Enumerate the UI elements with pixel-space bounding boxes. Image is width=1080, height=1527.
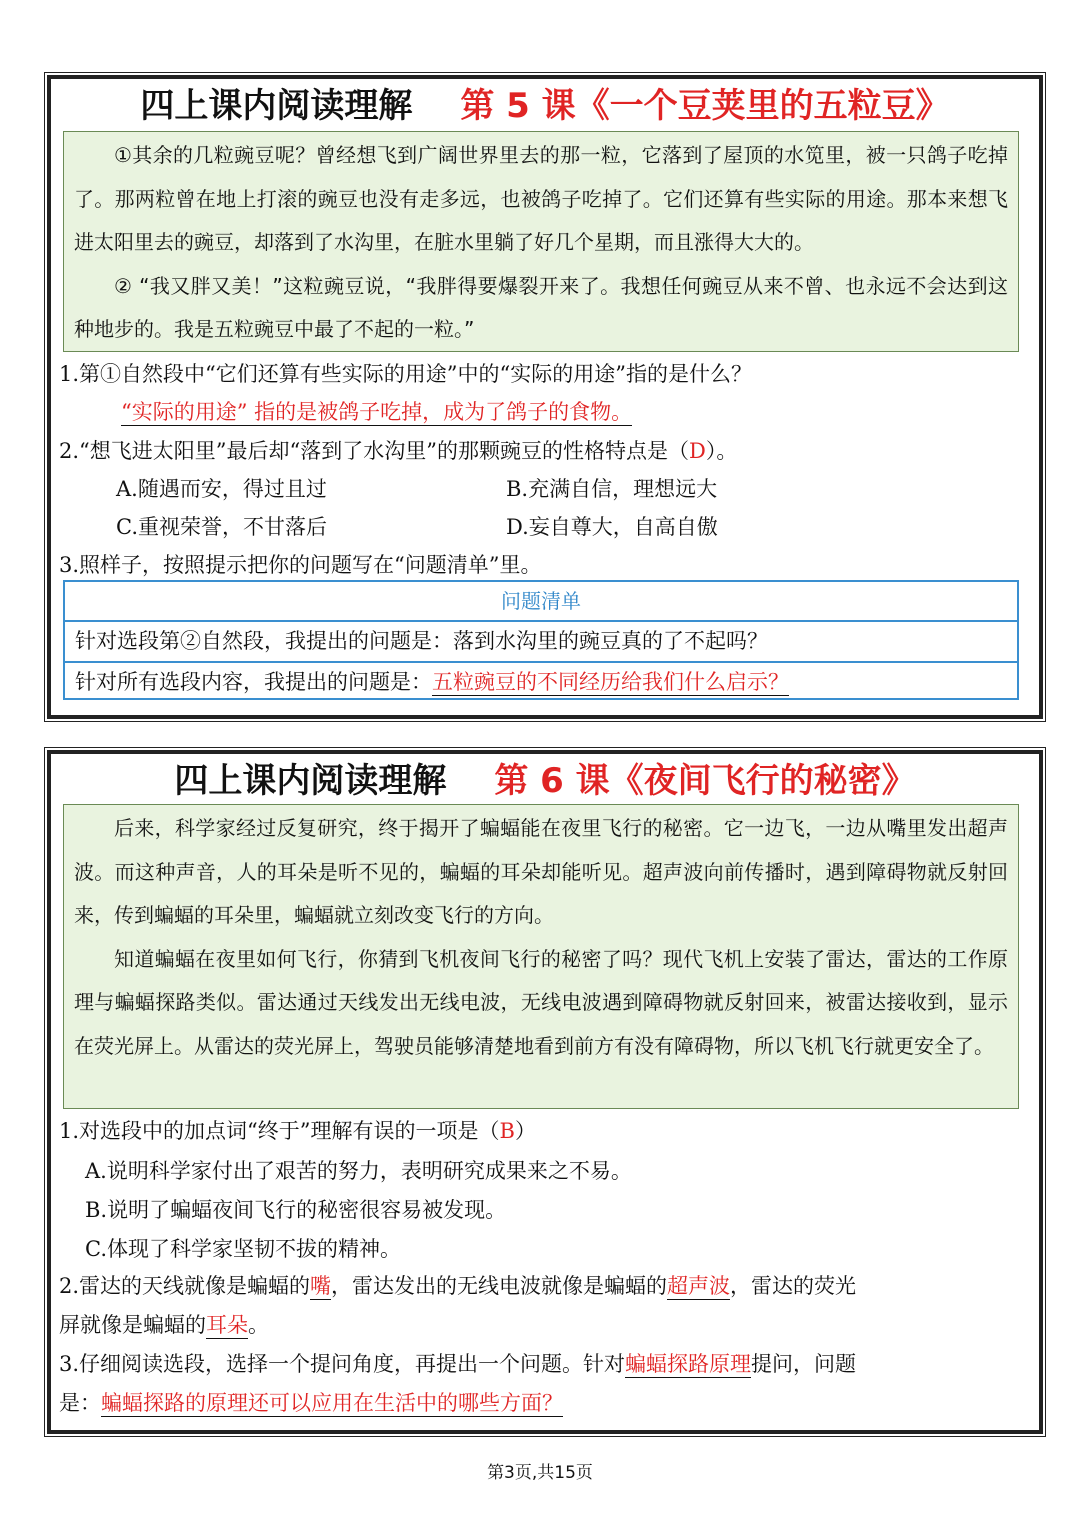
answer-text: 嘴	[310, 1274, 332, 1298]
answer-text: 耳朵	[206, 1313, 248, 1337]
option-b: B.充满自信，理想远大	[506, 477, 718, 501]
passage-paragraph-1: 后来，科学家经过反复研究，终于揭开了蝙蝠能在夜里飞行的秘密。它一边飞，一边从嘴里发出超声波。而这种声音，人的耳朵是听不见的，蝙蝠的耳朵却能听见。超声波向前传播时，遇到障碍物就反射回来，传到蝙蝠的耳朵里，蝙蝠就立刻改变飞行的方向。	[74, 816, 1008, 927]
passage-paragraph-1: ①其余的几粒豌豆呢？曾经想飞到广阔世界里去的那一粒，它落到了屋顶的水笕里，被一只鸽子吃掉了。那两粒曾在地上打滚的豌豆也没有走多远，也被鸽子吃掉了。它们还算有些实际的用途。那本来想飞进太阳里去的豌豆，却落到了水沟里，在脏水里躺了好几个星期，而且涨得大大的。	[74, 143, 1008, 254]
option-c: C.重视荣誉，不甘落后	[116, 515, 327, 539]
title-left: 四上课内阅读理解	[140, 86, 413, 126]
passage-paragraph-2: 知道蝙蝠在夜里如何飞行，你猜到飞机夜间飞行的秘密了吗？现代飞机上安装了雷达，雷达的工作原理与蝙蝠探路类似。雷达通过天线发出无线电波，无线电波遇到障碍物就反射回来，被雷达接收到，显示在荧光屏上。从雷达的荧光屏上，驾驶员能够清楚地看到前方有没有障碍物，所以飞机飞行就更安全了。	[74, 946, 1008, 1058]
passage-paragraph-2: ② “我又胖又美！”这粒豌豆说，“我胖得要爆裂开来了。我想任何豌豆从来不曾、也永远不会达到这种地步的。我是五粒豌豆中最了不起的一粒。”	[74, 273, 1008, 341]
lesson6-passage	[63, 804, 1019, 1109]
lesson6-q2-line1: 2.雷达的天线就像是蝙蝠的嘴，雷达发出的无线电波就像是蝙蝠的超声波，雷达的荧光	[59, 1274, 857, 1298]
lesson6-q2-line2: 屏就像是蝙蝠的耳朵。	[59, 1313, 269, 1337]
question-list-table	[63, 580, 1019, 700]
lesson5-passage	[63, 131, 1019, 352]
option-c: C.体现了科学家坚韧不拔的精神。	[85, 1237, 401, 1261]
lesson6-q3-line1: 3.仔细阅读选段，选择一个提问角度，再提出一个问题。针对蝙蝠探路原理提问，问题	[59, 1352, 857, 1376]
answer-choice: D	[688, 439, 706, 463]
option-d: D.妄自尊大，自高自傲	[506, 515, 718, 539]
lesson6-q1: 1.对选段中的加点词“终于”理解有误的一项是（B）	[59, 1119, 536, 1143]
answer-text: 蝙蝠探路原理	[625, 1352, 752, 1376]
page-number: 第3页,共15页	[487, 1463, 593, 1483]
option-a: A.随遇而安，得过且过	[116, 477, 327, 501]
title-right: 第 6 课《夜间飞行的秘密》	[494, 761, 916, 801]
lesson6-q3-line2: 是：蝙蝠探路的原理还可以应用在生活中的哪些方面？	[59, 1391, 563, 1415]
lesson6-card	[47, 750, 1043, 1434]
answer-text: 超声波	[667, 1274, 731, 1298]
lesson5-q3: 3.照样子，按照提示把你的问题写在“问题清单”里。	[59, 553, 542, 577]
lesson5-title	[51, 81, 1039, 131]
answer-text: 五粒豌豆的不同经历给我们什么启示？	[432, 670, 789, 694]
option-a: A.说明科学家付出了艰苦的努力，表明研究成果来之不易。	[85, 1159, 632, 1183]
answer-choice: B	[499, 1119, 515, 1143]
answer-text: 蝙蝠探路的原理还可以应用在生活中的哪些方面？	[101, 1391, 563, 1415]
lesson5-q2: 2.“想飞进太阳里”最后却“落到了水沟里”的那颗豌豆的性格特点是（D）。	[59, 439, 738, 463]
lesson5-q1: 1.第①自然段中“它们还算有些实际的用途”中的“实际的用途”指的是什么？	[59, 362, 752, 386]
lesson5-card	[47, 75, 1043, 719]
table-row-1: 针对选段第②自然段，我提出的问题是：落到水沟里的豌豆真的了不起吗？	[75, 629, 768, 653]
title-right: 第 5 课《一个豆荚里的五粒豆》	[460, 86, 950, 126]
lesson6-title	[51, 756, 1039, 806]
option-b: B.说明了蝙蝠夜间飞行的秘密很容易被发现。	[85, 1198, 507, 1222]
answer-text: “实际的用途” 指的是被鸽子吃掉，成为了鸽子的食物。	[121, 400, 633, 424]
title-left: 四上课内阅读理解	[174, 761, 447, 801]
table-row-2: 针对所有选段内容，我提出的问题是：五粒豌豆的不同经历给我们什么启示？	[65, 661, 1017, 702]
table-header: 问题清单	[65, 582, 1017, 622]
lesson5-q1-answer	[121, 397, 1031, 427]
